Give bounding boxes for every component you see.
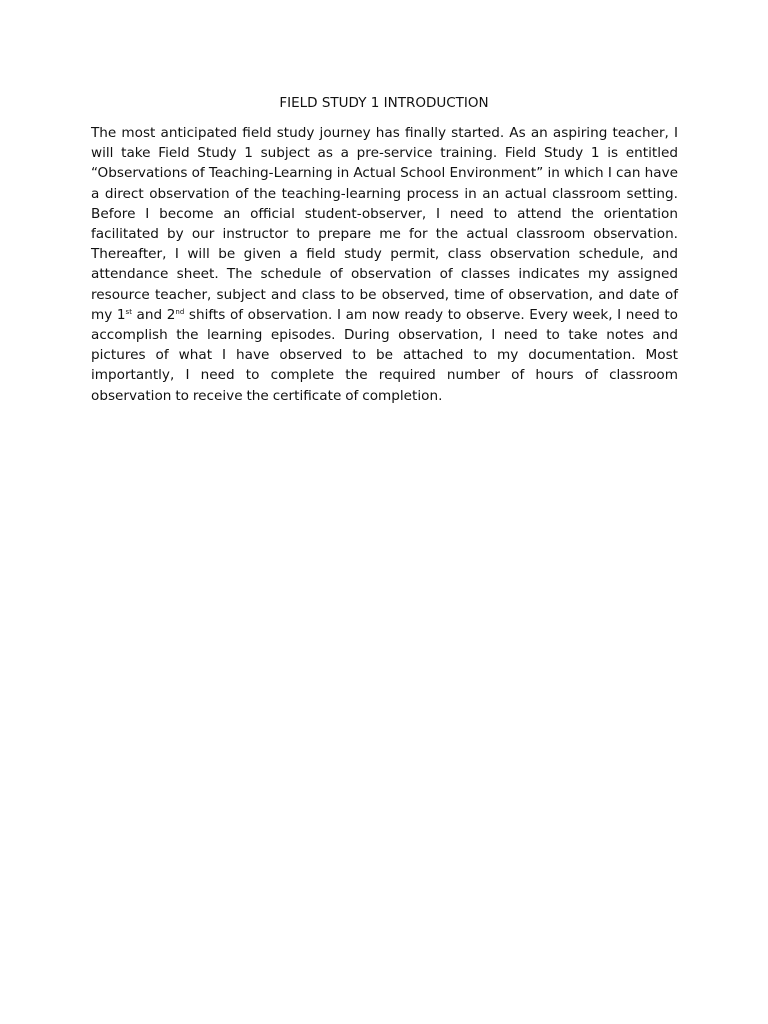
paragraph-text-part-3: shifts of observation. I am now ready to observe. Every week, I need to accomplish the learning episodes. During observation, I need to take notes and pictures of what I have observed to be attached to my documentation. Most importantly, I need to complete the required number of hours of classroom observation to receive the certificate of completion. — [91, 306, 678, 404]
introduction-paragraph — [91, 123, 678, 406]
paragraph-text-part-2: and 2 — [131, 306, 176, 323]
paragraph-text-part-1: The most anticipated field study journey has finally started. As an aspiring teacher, I will take Field Study 1 subject as a pre-service training. Field Study 1 is entitled “Observations of Teaching-Learning in Actual School Environment” in which I can have a direct observation of the teaching-learning process in an actual classroom setting. Before I become an official student-observer, I need to attend the orientation facilitated by our instructor to prepare me for the actual classroom observation. Thereafter, I will be given a field study permit, class observation schedule, and attendance sheet. The schedule of observation of classes indicates my assigned resource teacher, subject and class to be observed, time of observation, and date of my 1 — [91, 125, 678, 323]
document-title: FIELD STUDY 1 INTRODUCTION — [279, 95, 489, 111]
ordinal-suffix-second: nd — [175, 307, 185, 316]
ordinal-suffix-first: st — [125, 307, 132, 316]
